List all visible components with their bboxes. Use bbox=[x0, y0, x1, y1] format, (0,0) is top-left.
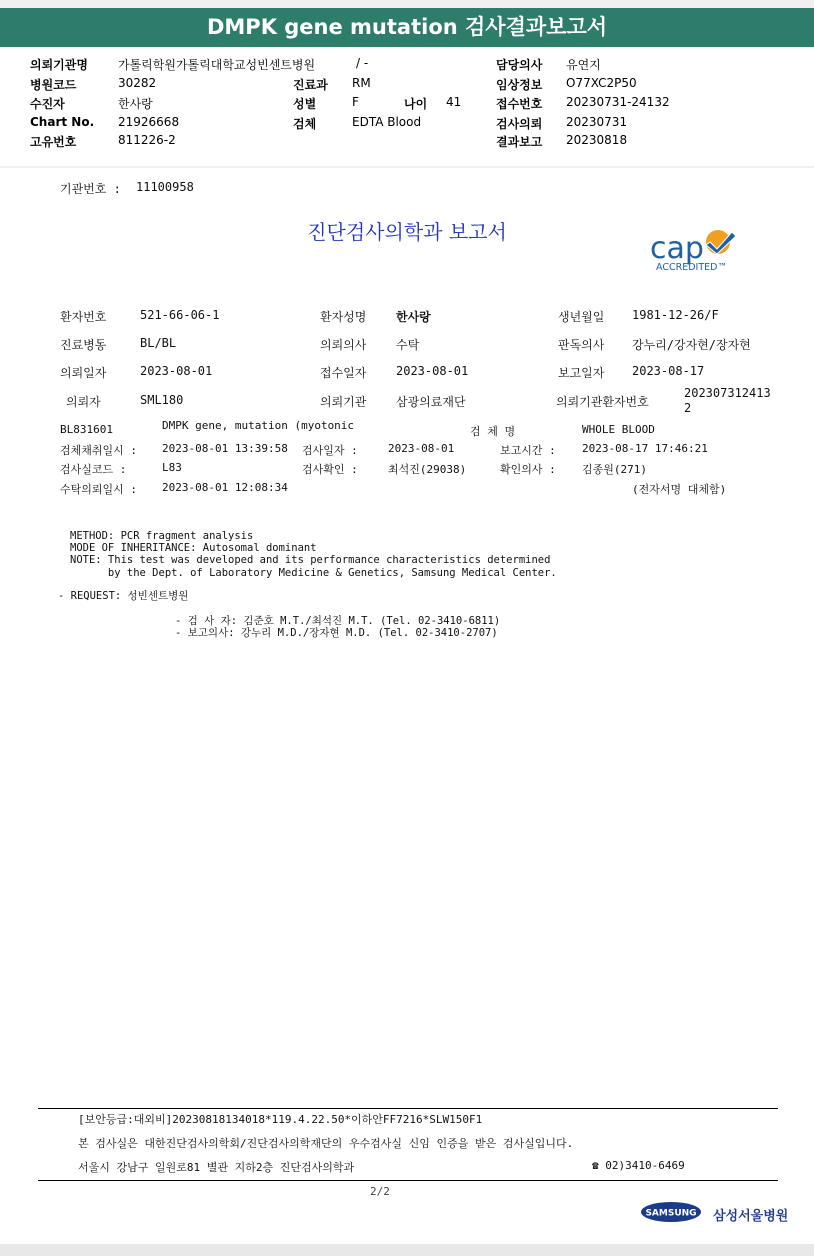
specimen-name-label: 검 체 명 bbox=[470, 425, 516, 438]
cert-line: 본 검사실은 대한진단검사의학회/진단검사의학재단의 우수검사실 신임 인증을 받은 검사실입니다. bbox=[78, 1137, 574, 1150]
page-number: 2/2 bbox=[370, 1185, 390, 1198]
dob-label: 생년월일 bbox=[558, 310, 605, 324]
req-org-label: 의뢰기관 bbox=[320, 395, 367, 409]
report-date-label: 보고일자 bbox=[558, 366, 605, 380]
org-no: 11100958 bbox=[136, 180, 194, 194]
exam-date-label: 검사일자 : bbox=[302, 444, 358, 457]
confirm: 최석진(29038) bbox=[388, 463, 467, 476]
accession: 20230731-24132 bbox=[566, 95, 670, 109]
footer-bottom-rule bbox=[38, 1180, 778, 1181]
reading-doctor: 강누리/강자현/장자현 bbox=[632, 338, 751, 352]
doctor-label: 담당의사 bbox=[496, 58, 543, 72]
dept-label: 진료과 bbox=[293, 78, 328, 92]
address-line: 서울시 강남구 일원로81 별관 지하2층 진단검사의학과 bbox=[78, 1161, 355, 1174]
chart-label: Chart No. bbox=[30, 115, 95, 129]
req-doctor: 수탁 bbox=[396, 338, 420, 352]
requester: SML180 bbox=[140, 393, 184, 407]
method-line-4: by the Dept. of Laboratory Medicine & Genetics, Samsung Medical Center. bbox=[70, 567, 557, 579]
patient-name: 한사랑 bbox=[396, 310, 431, 324]
clinical-label: 임상정보 bbox=[496, 78, 543, 92]
samsung-wordmark: SAMSUNG bbox=[645, 1208, 697, 1219]
patient-label: 수진자 bbox=[30, 97, 65, 111]
unique-label: 고유번호 bbox=[30, 135, 77, 149]
room: L83 bbox=[162, 461, 182, 474]
dob: 1981-12-26/F bbox=[632, 308, 719, 322]
reg-no: 521-66-06-1 bbox=[140, 308, 220, 322]
specimen-label: 검체 bbox=[293, 117, 317, 131]
age: 41 bbox=[446, 95, 462, 109]
doctor: 유연지 bbox=[566, 58, 601, 72]
req-org-patno-label: 의뢰기관환자번호 bbox=[556, 395, 649, 409]
sex-label: 성별 bbox=[293, 97, 317, 111]
recv-date-label: 접수일자 bbox=[320, 366, 367, 380]
req-org-patno-line2: 2 bbox=[684, 401, 692, 415]
report-page bbox=[0, 168, 814, 1244]
header-info bbox=[0, 48, 814, 166]
accept-label: 수탁의뢰일시 : bbox=[60, 483, 138, 496]
req-org: 삼광의료재단 bbox=[396, 395, 466, 409]
method-line-1: METHOD: PCR fragment analysis bbox=[70, 530, 254, 542]
hospital-code-label: 병원코드 bbox=[30, 78, 77, 92]
patient: 한사랑 bbox=[118, 97, 153, 111]
collect: 2023-08-01 13:39:58 bbox=[162, 442, 288, 455]
esign-note: (전자서명 대체함) bbox=[632, 483, 727, 496]
order-institution-label: 의뢰기관명 bbox=[30, 58, 88, 72]
specimen-name: WHOLE BLOOD bbox=[582, 423, 655, 436]
clinical: O77XC2P50 bbox=[566, 76, 637, 90]
reading-doctor-label: 판독의사 bbox=[558, 338, 605, 352]
sex: F bbox=[352, 95, 359, 109]
security-line: [보안등급:대외비]20230818134018*119.4.22.50*이하안FF7216*SLW150F1 bbox=[78, 1113, 483, 1126]
requester-label: 의뢰자 bbox=[66, 395, 101, 409]
report-heading: 진단검사의학과 보고서 bbox=[307, 220, 507, 244]
req-org-patno-line1: 202307312413 bbox=[684, 386, 771, 400]
name-label: 환자성명 bbox=[320, 310, 367, 324]
org-no-label: 기관번호 : bbox=[60, 182, 121, 196]
specimen: EDTA Blood bbox=[352, 115, 422, 129]
age-label: 나이 bbox=[404, 97, 428, 111]
req-doctor-label: 의뢰의사 bbox=[320, 338, 367, 352]
report-time: 2023-08-17 17:46:21 bbox=[582, 442, 708, 455]
order-institution: 가톨릭학원가톨릭대학교성빈센트병원 bbox=[118, 58, 316, 72]
cap-text: cap bbox=[650, 231, 704, 266]
recv-date: 2023-08-01 bbox=[396, 364, 469, 378]
method-line-3: NOTE: This test was developed and its performance characteristics determined bbox=[70, 554, 551, 566]
result: 20230818 bbox=[566, 133, 628, 147]
room-label: 검사실코드 : bbox=[60, 463, 127, 476]
order-slash: / - bbox=[356, 56, 369, 70]
confirm-label: 검사확인 : bbox=[302, 463, 358, 476]
method-line-2: MODE OF INHERITANCE: Autosomal dominant bbox=[70, 542, 317, 554]
confirm-doc-label: 확인의사 : bbox=[500, 463, 556, 476]
ward-label: 진료병동 bbox=[60, 338, 107, 352]
reporter-line: - 보고의사: 강누리 M.D./장자현 M.D. (Tel. 02-3410-2707) bbox=[175, 627, 498, 639]
unique: 811226-2 bbox=[118, 133, 176, 147]
request: 20230731 bbox=[566, 115, 628, 129]
accession-label: 접수번호 bbox=[496, 97, 543, 111]
result-label: 결과보고 bbox=[496, 135, 543, 149]
report-title-bar: DMPK gene mutation 검사결과보고서 bbox=[0, 8, 814, 47]
exam-date: 2023-08-01 bbox=[388, 442, 455, 455]
hospital-name: 삼성서울병원 bbox=[713, 1209, 789, 1224]
collect-label: 검체채취일시 : bbox=[60, 444, 138, 457]
ward: BL/BL bbox=[140, 336, 177, 350]
request-line: - REQUEST: 성빈센트병원 bbox=[58, 590, 189, 602]
report-date: 2023-08-17 bbox=[632, 364, 705, 378]
request-label: 검사의뢰 bbox=[496, 117, 543, 131]
cap-accredited-logo bbox=[648, 228, 752, 274]
reg-no-label: 환자번호 bbox=[60, 310, 107, 324]
test-name: DMPK gene, mutation (myotonic bbox=[162, 419, 355, 432]
test-code: BL831601 bbox=[60, 423, 113, 436]
chart: 21926668 bbox=[118, 115, 180, 129]
req-date-label: 의뢰일자 bbox=[60, 366, 107, 380]
samsung-logo bbox=[640, 1201, 702, 1223]
req-date: 2023-08-01 bbox=[140, 364, 213, 378]
examiner-line: - 검 사 자: 김준호 M.T./최석진 M.T. (Tel. 02-3410-6811) bbox=[175, 615, 501, 627]
footer-top-rule bbox=[38, 1108, 778, 1109]
bottom-bar bbox=[0, 1244, 814, 1256]
hospital-code: 30282 bbox=[118, 76, 157, 90]
phone-line: ☎ 02)3410-6469 bbox=[592, 1159, 685, 1172]
dept: RM bbox=[352, 76, 371, 90]
accept: 2023-08-01 12:08:34 bbox=[162, 481, 288, 494]
report-time-label: 보고시간 : bbox=[500, 444, 556, 457]
cap-accredited-text: ACCREDITED™ bbox=[656, 262, 727, 273]
confirm-doc: 김종원(271) bbox=[582, 463, 647, 476]
